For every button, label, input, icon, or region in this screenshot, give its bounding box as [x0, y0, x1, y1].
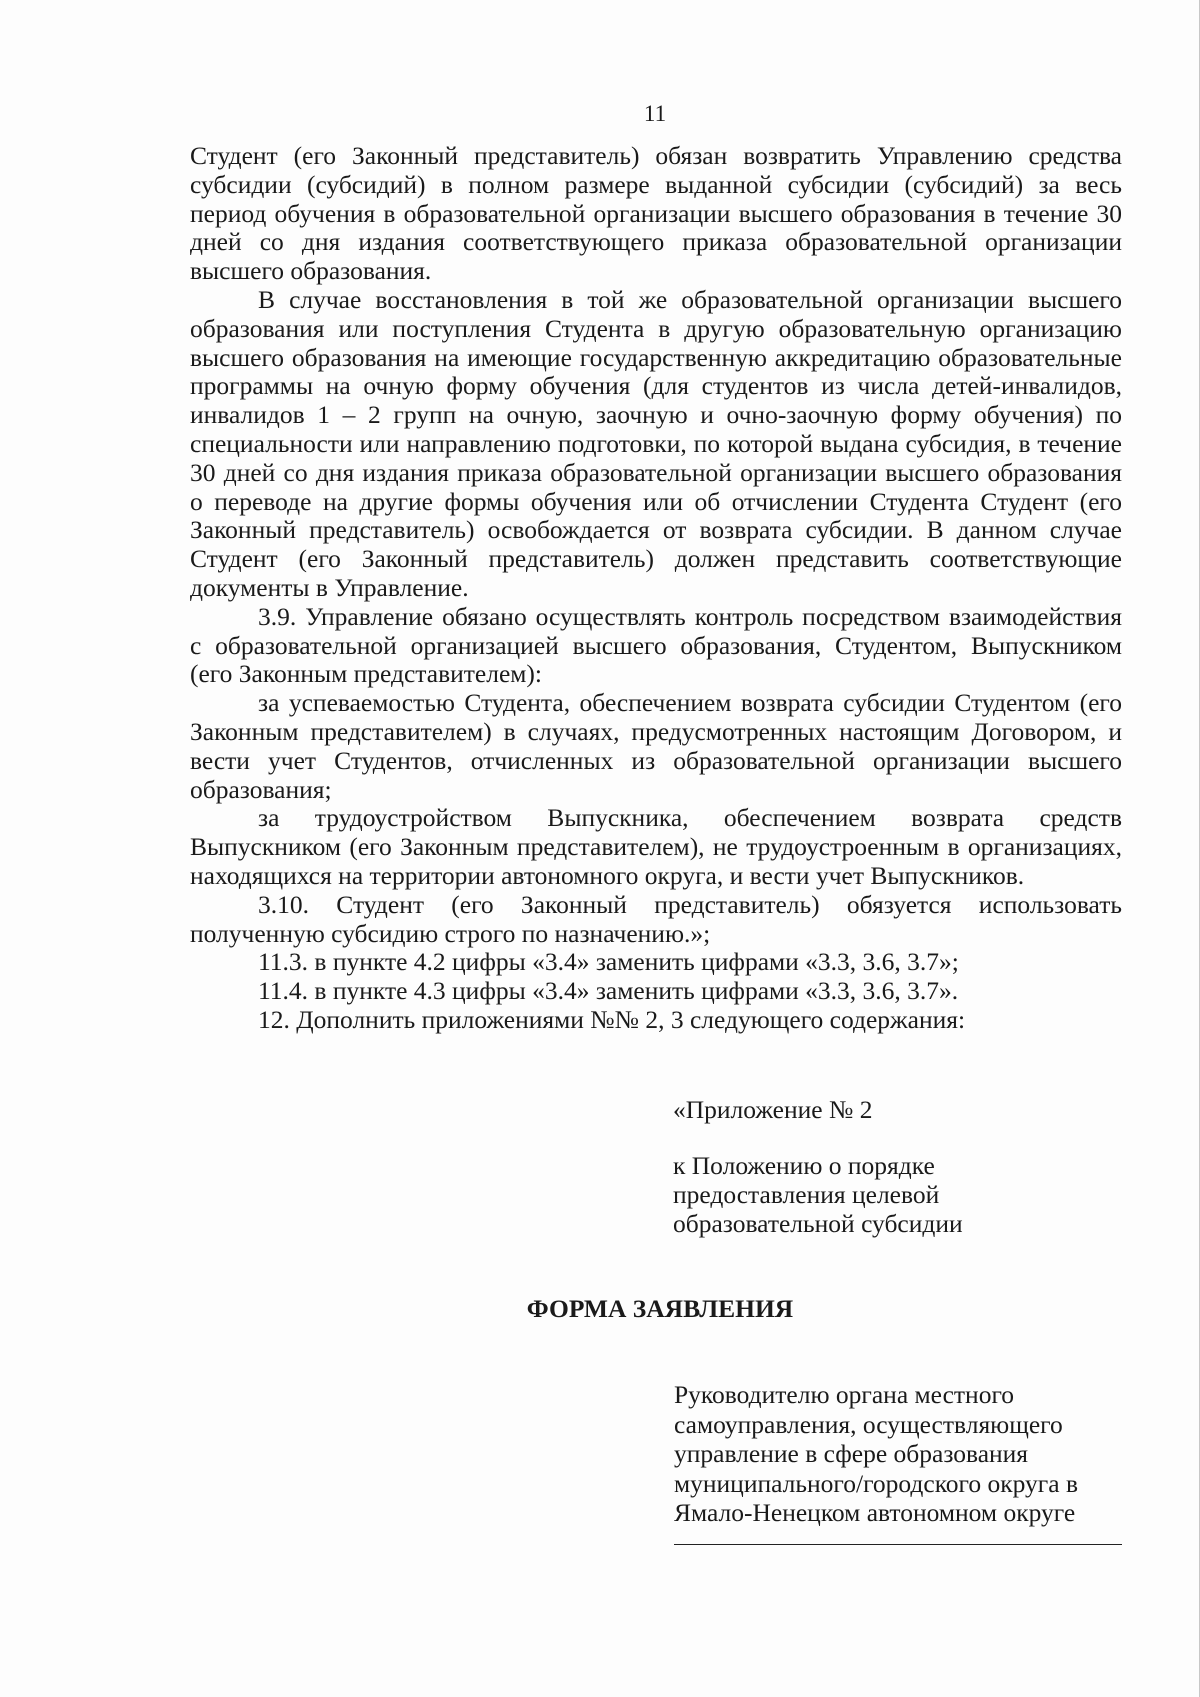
addressee-line: Руководителю органа местного — [674, 1380, 1015, 1409]
paragraph-student-control: за успеваемостью Студента, обеспечением возврата субсидии Студентом (его Законным представителем) в случаях, предусмотренных настоящим Договором, и вести учет Студентов, отчисленных из образовательной организации высшего образования; — [190, 688, 1122, 804]
addressee-line: муниципального/городского округа в — [674, 1468, 1078, 1498]
appendix-heading: «Приложение № 2 — [673, 1095, 873, 1124]
body-text — [190, 142, 1122, 1035]
paragraph-item-12: 12. Дополнить приложениями №№ 2, 3 следующего содержания: — [258, 1004, 966, 1034]
addressee-line: управление в сфере образования — [674, 1439, 1029, 1468]
addressee-line: самоуправления, осуществляющего — [674, 1409, 1063, 1439]
appendix-reference — [673, 1151, 963, 1238]
paragraph-return-obligation: Студент (его Законный представитель) обязан возвратить Управлению средства субсидии (субсидий) в полном размере выданной субсидии (субсидий) за весь период обучения в образовательной организации высшего образования в течение 30 дней со дня издания соответствующего приказа образовательной организации высшего образования. — [190, 141, 1122, 286]
paragraph-clause-3-10: 3.10. Студент (его Законный представитель) обязуется использовать полученную субсидию строго по назначению.»; — [190, 889, 1122, 948]
paragraph-graduate-control: за трудоустройством Выпускника, обеспечением возврата средств Выпускником (его Законным представителем), не трудоустроенным в организациях, находящихся на территории автономного округа, и вести учет Выпускников. — [190, 803, 1122, 890]
addressee-line: Ямало-Ненецком автономном округе — [674, 1498, 1076, 1527]
appendix-reference-line: предоставления целевой — [673, 1180, 940, 1209]
paragraph-item-11-4: 11.4. в пункте 4.3 цифры «3.4» заменить цифрами «3.3, 3.6, 3.7». — [258, 976, 959, 1006]
appendix-reference-line: к Положению о порядке — [673, 1151, 935, 1180]
page-number: 11 — [643, 101, 667, 126]
paragraph-clause-3-9: 3.9. Управление обязано осуществлять контроль посредством взаимодействия с образовательной организацией высшего образования, Студентом, Выпускником (его Законным представителем): — [190, 601, 1122, 689]
form-title: ФОРМА ЗАЯВЛЕНИЯ — [526, 1294, 794, 1323]
addressee-block — [674, 1380, 1078, 1528]
signature-line — [674, 1544, 1122, 1545]
paragraph-item-11-3: 11.3. в пункте 4.2 цифры «3.4» заменить цифрами «3.3, 3.6, 3.7»; — [258, 947, 959, 977]
paragraph-restoration-case: В случае восстановления в той же образовательной организации высшего образования или поступления Студента в другую образовательную организацию высшего образования на имеющие государственную аккредитацию образовательные программы на очную форму обучения (для студентов из числа детей-инвалидов, инвалидов 1 – 2 групп на очную, заочную и очно-заочную форму обучения) по специальности или направлению подготовки, по которой выдана субсидия, в течение 30 дней со дня издания приказа образовательной организации высшего образования о переводе на другие формы обучения или об отчислении Студента Студент (его Законный представитель) освобождается от возврата субсидии. В данном случае Студент (его Законный представитель) должен представить соответствующие документы в Управление. — [190, 284, 1122, 602]
appendix-reference-line: образовательной субсидии — [673, 1209, 963, 1238]
